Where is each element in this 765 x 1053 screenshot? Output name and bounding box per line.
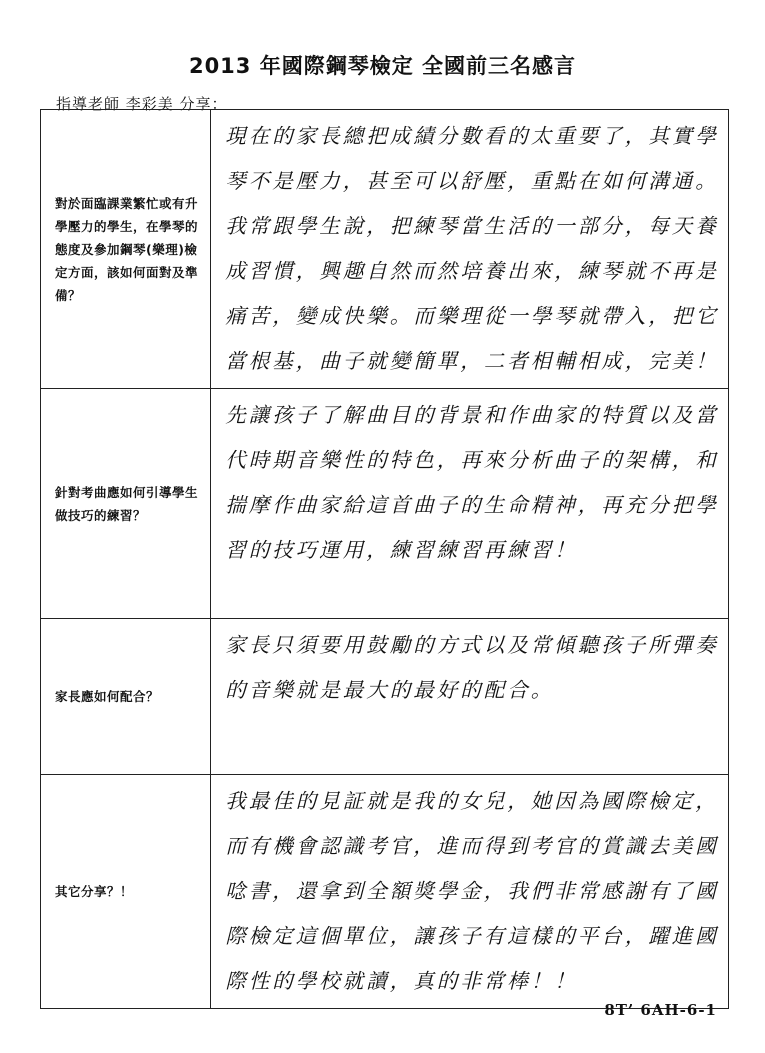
question-cell: 針對考曲應如何引導學生做技巧的練習？ (41, 389, 211, 619)
answer-cell (211, 775, 729, 1009)
handwritten-answer: 現在的家長總把成績分數看的太重要了，其實學琴不是壓力，甚至可以舒壓，重點在如何溝通。我常跟學生說，把練琴當生活的一部分，每天養成習慣，興趣自然而然培養出來，練琴就不再是痛苦，變成快樂。而樂理從一學琴就帶入，把它當根基，曲子就變簡單，二者相輔相成，完美！ (225, 124, 719, 373)
question-cell: 對於面臨課業繁忙或有升學壓力的學生，在學琴的態度及參加鋼琴(樂理)檢定方面，該如何面對及準備？ (41, 110, 211, 389)
question-cell: 家長應如何配合？ (41, 619, 211, 775)
answer-cell (211, 389, 729, 619)
table-row (41, 775, 729, 1009)
table-row (41, 110, 729, 389)
question-cell: 其它分享？！ (41, 775, 211, 1009)
table-row (41, 619, 729, 775)
document-title: 2013 年國際鋼琴檢定 全國前三名感言 (188, 54, 577, 78)
handwritten-answer: 家長只須要用鼓勵的方式以及常傾聽孩子所彈奏的音樂就是最大的最好的配合。 (225, 633, 719, 702)
table-row (41, 389, 729, 619)
reflection-table (40, 109, 729, 1009)
handwritten-answer: 我最佳的見証就是我的女兒，她因為國際檢定，而有機會認識考官，進而得到考官的賞識去美國唸書，還拿到全額獎學金，我們非常感謝有了國際檢定這個單位，讓孩子有這樣的平台，躍進國際性的學校就讀，真的非常棒！！ (225, 789, 719, 993)
teacher-line: 指導老師 李彩美 分享： (56, 95, 228, 113)
answer-cell (211, 619, 729, 775)
handwritten-answer: 先讓孩子了解曲目的背景和作曲家的特質以及當代時期音樂性的特色，再來分析曲子的架構，和揣摩作曲家給這首曲子的生命精神，再充分把學習的技巧運用，練習練習再練習！ (225, 403, 719, 562)
answer-cell (211, 110, 729, 389)
form-code: 8T’ 6AH-6-1 (604, 1001, 717, 1019)
